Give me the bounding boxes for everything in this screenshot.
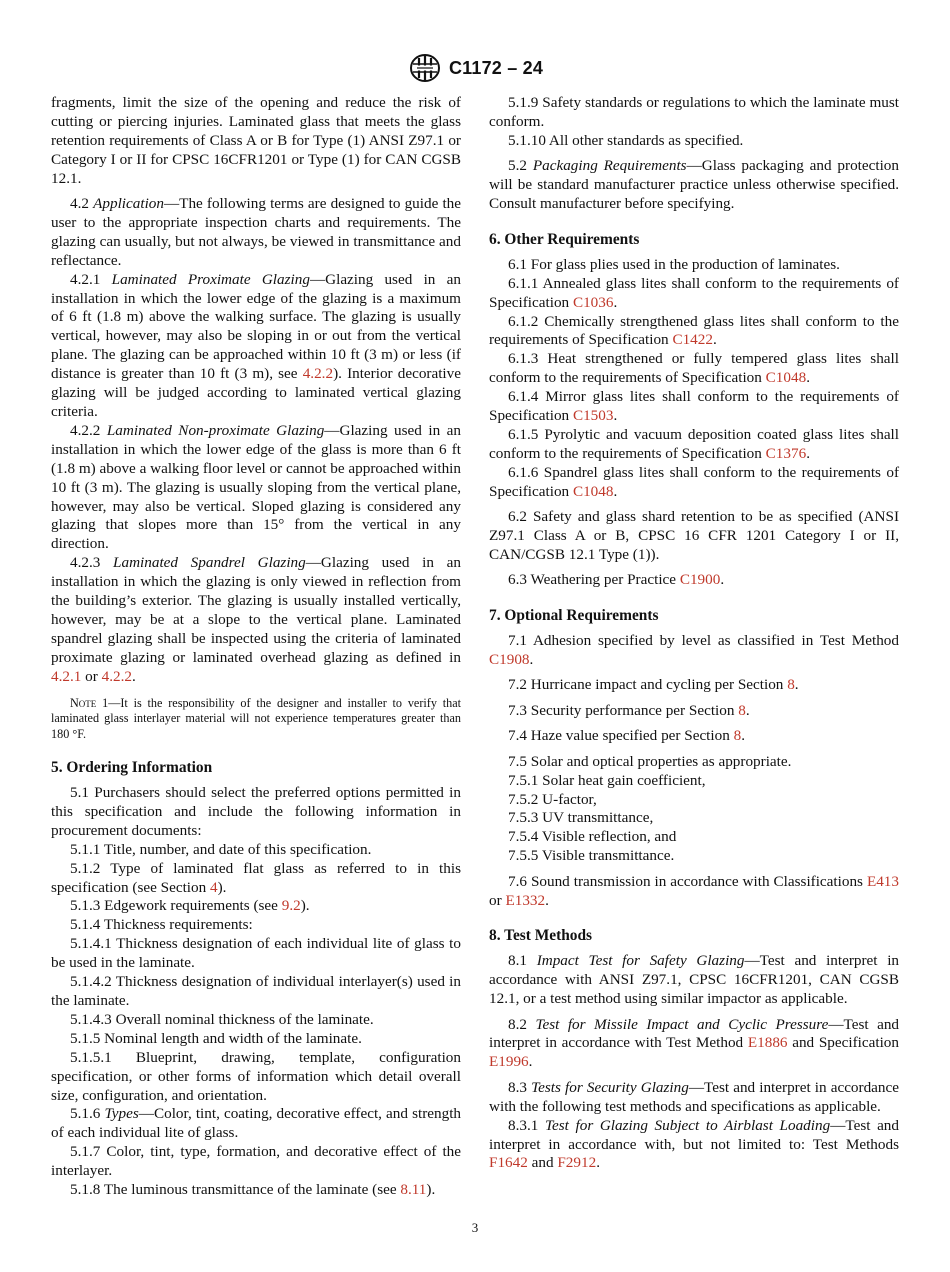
paragraph-5-1-1: 5.1.1 Title, number, and date of this specification. xyxy=(70,840,372,858)
paragraph-6-1-3: 6.1.3 Heat strengthened or fully tempered glass lites shall conform to the requirements of Specification C1048. xyxy=(489,350,899,387)
left-column xyxy=(51,94,461,1200)
link-c1422[interactable]: C1422 xyxy=(672,331,713,349)
link-e1996[interactable]: E1996 xyxy=(489,1053,529,1071)
link-8-11[interactable]: 8.11 xyxy=(400,1181,427,1199)
paragraph-5-1-9: 5.1.9 Safety standards or regulations to which the laminate must conform. xyxy=(489,94,899,130)
paragraph-6-1-1: 6.1.1 Annealed glass lites shall conform to the requirements of Specification C1036. xyxy=(489,274,899,311)
paragraph-5-1-5: 5.1.5 Nominal length and width of the laminate. xyxy=(70,1029,362,1047)
paragraph-5-1: 5.1 Purchasers should select the preferred options permitted in this specification and include the following information in procurement documents: xyxy=(51,784,461,839)
link-9-2[interactable]: 9.2 xyxy=(281,897,301,915)
paragraph-4-2-1: 4.2.1 Laminated Proximate Glazing—Glazing used in an installation in which the lower edge of the glazing is a maximum of 6 ft (1.8 m) above the walking surface. The glazing is usually vertical, however, may also be sloping in or out from the vertical plane. The glazing can be approached within 10 ft (3 m) or less (if distance is greater than 10 ft (3 m), see 4.2.2). Interior decorative glazing will be judged according to laminated vertical glazing criteria. xyxy=(51,270,461,420)
page-header xyxy=(0,48,950,88)
link-section-8[interactable]: 8 xyxy=(733,727,742,745)
paragraph-5-1-7: 5.1.7 Color, tint, type, formation, and decorative effect of the interlayer. xyxy=(51,1143,461,1180)
paragraph-6-1: 6.1 For glass plies used in the production of laminates. xyxy=(508,255,840,273)
paragraph-5-1-10: 5.1.10 All other standards as specified. xyxy=(508,131,744,149)
paragraph-5-1-5-1: 5.1.5.1 Blueprint, drawing, template, configuration specification, or other forms of information which detail overall size, configuration, and orientation. xyxy=(51,1048,461,1104)
paragraph-6-1-6: 6.1.6 Spandrel glass lites shall conform to the requirements of Specification C1048. xyxy=(489,463,899,500)
link-e413[interactable]: E413 xyxy=(866,872,899,890)
paragraph-8-3-1: 8.3.1 Test for Glazing Subject to Airblast Loading—Test and interpret in accordance with, but not limited to: Test Methods F1642 and F2912. xyxy=(489,1116,899,1172)
paragraph-7-5-5: 7.5.5 Visible transmittance. xyxy=(508,847,675,865)
paragraph-6-1-2: 6.1.2 Chemically strengthened glass lites shall conform to the requirements of Specification C1422. xyxy=(489,312,899,349)
link-4-2-2[interactable]: 4.2.2 xyxy=(101,667,132,685)
astm-logo-icon xyxy=(407,53,443,83)
paragraph-7-6: 7.6 Sound transmission in accordance with Classifications E413 or E1332. xyxy=(489,872,899,909)
link-f2912[interactable]: F2912 xyxy=(557,1154,597,1172)
paragraph-7-5-1: 7.5.1 Solar heat gain coefficient, xyxy=(508,771,706,789)
link-e1886[interactable]: E1886 xyxy=(747,1034,788,1052)
paragraph-8-2: 8.2 Test for Missile Impact and Cyclic Pressure—Test and interpret in accordance with Test Method E1886 and Specification E1996. xyxy=(489,1015,900,1071)
paragraph-7-5-2: 7.5.2 U-factor, xyxy=(508,790,597,808)
paragraph-5-2: 5.2 Packaging Requirements—Glass packaging and protection will be standard manufacturer practice unless otherwise specified. Consult manufacturer before specifying. xyxy=(489,157,899,213)
link-section-8[interactable]: 8 xyxy=(787,676,795,694)
link-f1642[interactable]: F1642 xyxy=(489,1154,528,1172)
paragraph-5-1-8: 5.1.8 The luminous transmittance of the laminate (see 8.11). xyxy=(70,1181,436,1199)
paragraph-5-1-3: 5.1.3 Edgework requirements (see 9.2). xyxy=(70,897,310,915)
link-c1376[interactable]: C1376 xyxy=(765,444,807,462)
section-heading-5: 5. Ordering Information xyxy=(51,759,213,777)
paragraph-4-2: 4.2 Application—The following terms are designed to guide the user to the appropriate inspection charts and requirements. The glazing can usually, but not always, be viewed in transmittance and reflectance. xyxy=(51,195,461,269)
link-4-2-1[interactable]: 4.2.1 xyxy=(51,667,82,685)
paragraph-5-1-4-2: 5.1.4.2 Thickness designation of individual interlayer(s) used in the laminate. xyxy=(51,973,461,1009)
paragraph-7-4: 7.4 Haze value specified per Section 8. xyxy=(508,727,746,745)
link-e1332[interactable]: E1332 xyxy=(505,891,546,909)
link-4-2-2[interactable]: 4.2.2 xyxy=(302,365,334,383)
paragraph-4-2-3: 4.2.3 Laminated Spandrel Glazing—Glazing used in an installation in which the glazing is only viewed in reflection from the building’s exterior. The glazing is usually installed vertically, however, may be at a slope to the vertical plane. Laminated spandrel glazing shall be inspected using the criteria of laminated proximate glazing or laminated overhead glazing as defined in 4.2.1 or 4.2.2. xyxy=(51,554,461,685)
paragraph-8-1: 8.1 Impact Test for Safety Glazing—Test and interpret in accordance with ANSI Z97.1, CPSC 16CFR1201, CAN CGSB 12.1, or a test method using similar impactor as applicable. xyxy=(489,952,900,1008)
paragraph-4-2-2: 4.2.2 Laminated Non-proximate Glazing—Glazing used in an installation in which the lower edge of the glass is more than 6 ft (1.8 m) above a walking floor level or cannot be approached within 10 ft (3 m). The glazing is usually sloping from the vertical plane, however, may also be vertical. Sloped glazing is considered any glazing that slopes more than 15° from the vertical in any direction. xyxy=(51,421,461,553)
section-heading-7: 7. Optional Requirements xyxy=(489,607,659,625)
paragraph-6-1-4: 6.1.4 Mirror glass lites shall conform to the requirements of Specification C1503. xyxy=(489,388,899,425)
paragraph-fragments: fragments, limit the size of the opening and reduce the risk of cutting or piercing injuries. Laminated glass that meets the glass retention requirements of Class A or B for Type (1) ANSI Z97.1 or Category I or II for CPSC 16CFR1201 or Type (1) for CAN CGSB 12.1. xyxy=(51,94,461,187)
paragraph-5-1-4: 5.1.4 Thickness requirements: xyxy=(70,916,253,934)
paragraph-5-1-2: 5.1.2 Type of laminated flat glass as referred to in this specification (see Section 4). xyxy=(51,859,461,896)
paragraph-7-5-4: 7.5.4 Visible reflection, and xyxy=(508,828,677,846)
paragraph-5-1-4-3: 5.1.4.3 Overall nominal thickness of the laminate. xyxy=(70,1010,374,1028)
link-c1048[interactable]: C1048 xyxy=(572,482,614,500)
paragraph-7-2: 7.2 Hurricane impact and cycling per Section 8. xyxy=(508,676,799,694)
right-column xyxy=(489,94,899,1173)
paragraph-5-1-6: 5.1.6 Types—Color, tint, coating, decorative effect, and strength of each individual lite of glass. xyxy=(51,1105,462,1142)
link-section-4[interactable]: 4 xyxy=(210,878,218,896)
link-section-8[interactable]: 8 xyxy=(738,701,746,719)
paragraph-7-5-3: 7.5.3 UV transmittance, xyxy=(508,809,654,827)
paragraph-7-1: 7.1 Adhesion specified by level as classified in Test Method C1908. xyxy=(489,632,899,669)
document-designation: C1172 – 24 xyxy=(448,57,544,78)
paragraph-5-1-4-1: 5.1.4.1 Thickness designation of each individual lite of glass to be used in the laminate. xyxy=(51,935,461,972)
paragraph-8-3: 8.3 Tests for Security Glazing—Test and interpret in accordance with the following test methods and specifications as applicable. xyxy=(489,1078,899,1115)
section-heading-8: 8. Test Methods xyxy=(489,927,593,945)
link-c1036[interactable]: C1036 xyxy=(572,293,614,311)
paragraph-6-1-5: 6.1.5 Pyrolytic and vacuum deposition coated glass lites shall conform to the requirements of Specification C1376. xyxy=(489,426,899,462)
paragraph-6-3: 6.3 Weathering per Practice C1900. xyxy=(508,571,725,589)
paragraph-7-5: 7.5 Solar and optical properties as appropriate. xyxy=(508,752,792,770)
section-heading-6: 6. Other Requirements xyxy=(489,230,640,248)
link-c1908[interactable]: C1908 xyxy=(489,651,530,669)
page-number: 3 xyxy=(471,1220,479,1235)
link-c1048[interactable]: C1048 xyxy=(765,369,807,387)
paragraph-6-2: 6.2 Safety and glass shard retention to be as specified (ANSI Z97.1 Class A or B, CPSC 16 CFR 1201 Category I or II, CAN/CGSB 12.1 Type (1)). xyxy=(489,508,899,563)
paragraph-7-3: 7.3 Security performance per Section 8. xyxy=(508,701,750,719)
note-1: Note 1—It is the responsibility of the designer and installer to verify that laminated glass interlayer material will not experience temperatures greater than 180 °F. xyxy=(51,695,461,741)
link-c1900[interactable]: C1900 xyxy=(679,571,721,589)
link-c1503[interactable]: C1503 xyxy=(572,407,614,425)
